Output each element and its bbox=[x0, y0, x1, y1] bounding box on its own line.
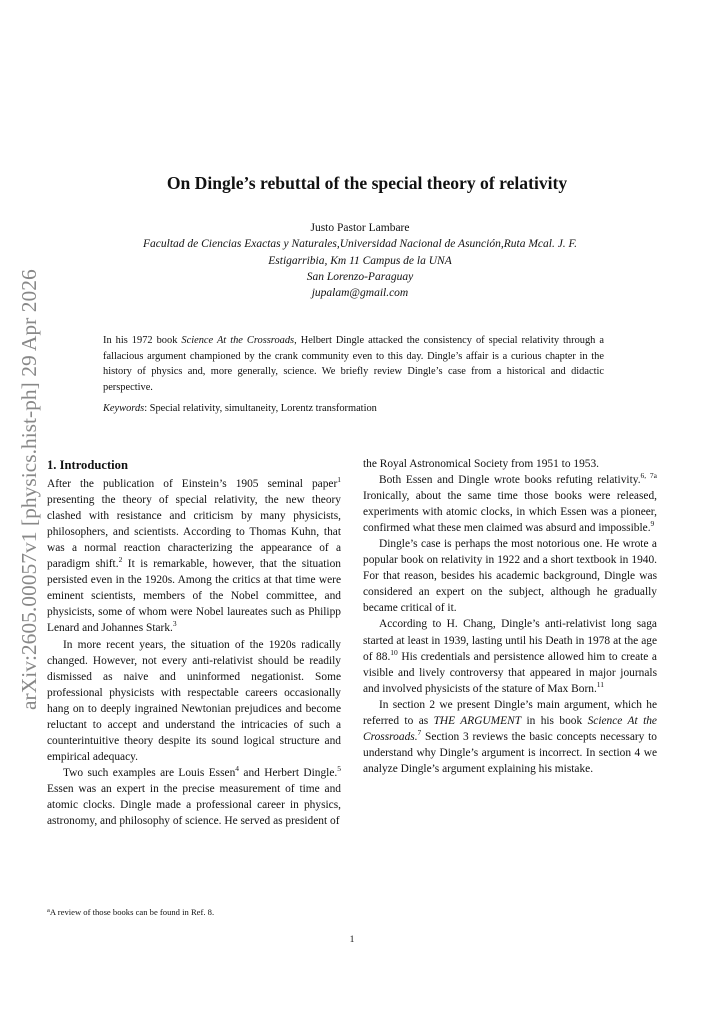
paragraph: After the publication of Einstein’s 1905 seminal paper$^1$ presenting the theory of special relativity, the new theory clashed with resistance and criticism by many physicists, philosophers, and scientists. According to Thomas Kuhn, that was a normal reaction characterizing the appearance of a paradigm shift.$^2$ It is remarkable, however, that the situation persisted even in the 1920s. Among the critics at that time were eminent scientists, members of the Nobel committee, and physicists, some of whom were Nobel laureates such as Philipp Lenard and Johannes Stark.$^3$ bbox=[47, 475, 341, 635]
citation: 4 bbox=[235, 763, 240, 773]
abstract-text: , Helbert Dingle attacked the consistency of special relativity through a fallacious argument championed by the crank community even to this day. Dingle’s affair is a curious chapter in the history of physics and, more generally, science. We briefly review Dingle’s case from a historical and didactic perspective. bbox=[103, 335, 604, 393]
book-title: Science At the Crossroads. bbox=[363, 714, 657, 743]
page-number: 1 bbox=[349, 934, 355, 945]
keywords-text: : Special relativity, simultaneity, Lorentz transformation bbox=[144, 403, 377, 414]
right-column bbox=[363, 456, 657, 777]
citation: 2 bbox=[118, 555, 123, 565]
citation: 7 bbox=[417, 727, 422, 737]
citation: 3 bbox=[172, 619, 177, 629]
book-title: Science At the Crossroads bbox=[181, 335, 295, 346]
paragraph: In section 2 we present Dingle’s main argument, which he referred to as THE ARGUMENT in his book Science At the Crossroads.$^7$ Section 3 reviews the basic concepts necessary to understand why Dingle’s argument is incorrect. In section 4 we analyze Dingle’s argument explaining his mistake. bbox=[363, 698, 657, 775]
footnote-text: A review of those books can be found in Ref. 8. bbox=[49, 907, 215, 917]
arxiv-id: arXiv:2605.00057v1 [physics.hist-ph] 29 Apr 2026 bbox=[17, 269, 41, 710]
citation: 10 bbox=[390, 647, 398, 657]
left-column bbox=[47, 457, 341, 829]
section-heading: 1. Introduction bbox=[47, 458, 128, 472]
author-name: Justo Pastor Lambare bbox=[310, 222, 410, 234]
paragraph: Two such examples are Louis Essen$^4$ and Herbert Dingle.$^5$ Essen was an expert in the precise measurement of time and atomic clocks. Dingle made a professional career in physics, astronomy, and philosophy of science. He served as president of bbox=[47, 763, 341, 828]
affiliation-line: Estigarribia, Km 11 Campus de la UNA bbox=[268, 254, 452, 267]
paragraph: Both Essen and Dingle wrote books refuting relativity.$^{6, 7a}$ Ironically, about the same time those books were released, experiments with atomic clocks, in which Essen was a pioneer, confirmed what these men claimed was absurd and impossible.$^9$ bbox=[363, 471, 657, 535]
footnote bbox=[47, 907, 347, 917]
author-email: jupalam@gmail.com bbox=[311, 287, 409, 300]
author-block bbox=[60, 220, 660, 301]
citation: 11 bbox=[596, 679, 605, 689]
citation: 1 bbox=[337, 475, 341, 485]
abstract-text: In his 1972 book bbox=[103, 335, 182, 346]
citation: 9 bbox=[650, 519, 655, 529]
paragraph: In more recent years, the situation of the 1920s radically changed. However, not every anti-relativist should be readily dismissed as naive and uninformed negationist. Some professional physicists with respectable careers occasionally hang on to deeply ingrained Newtonian prejudices and become reluctant to accept and understand the intricacies of such a counterintuitive theory despite its sound logical structure and empirical adequacy. bbox=[47, 638, 341, 763]
affiliation-line: Facultad de Ciencias Exactas y Naturales,Universidad Nacional de Asunción,Ruta Mcal. J. F. bbox=[143, 238, 577, 251]
affiliation-line: San Lorenzo-Paraguay bbox=[306, 270, 414, 283]
citation: 6, 7a bbox=[640, 471, 657, 481]
footnote-mark: a bbox=[47, 907, 50, 914]
keywords bbox=[103, 403, 604, 414]
keywords-label: Keywords bbox=[103, 403, 145, 414]
paragraph: According to H. Chang, Dingle’s anti-relativist long saga started at least in 1939, lasting until his Death in 1978 at the age of 88.10 His credentials and persistence allowed him to create a visible and lively controversy that appeared in major journals and involved physicists of the stature of Max Born.$^{11}$ bbox=[363, 618, 657, 695]
abstract bbox=[103, 333, 604, 395]
paper-title: On Dingle’s rebuttal of the special theory of relativity bbox=[166, 173, 568, 193]
emphasis: THE ARGUMENT bbox=[433, 714, 522, 727]
paragraph: Dingle’s case is perhaps the most notorious one. He wrote a popular book on relativity in 1922 and a short textbook in 1940. For that reason, besides his academic background, Dingle was considered an expert on the subject, although he gradually became critical of it. bbox=[363, 538, 657, 615]
citation: 5 bbox=[337, 763, 341, 773]
paragraph: the Royal Astronomical Society from 1951 to 1953. bbox=[363, 458, 600, 470]
